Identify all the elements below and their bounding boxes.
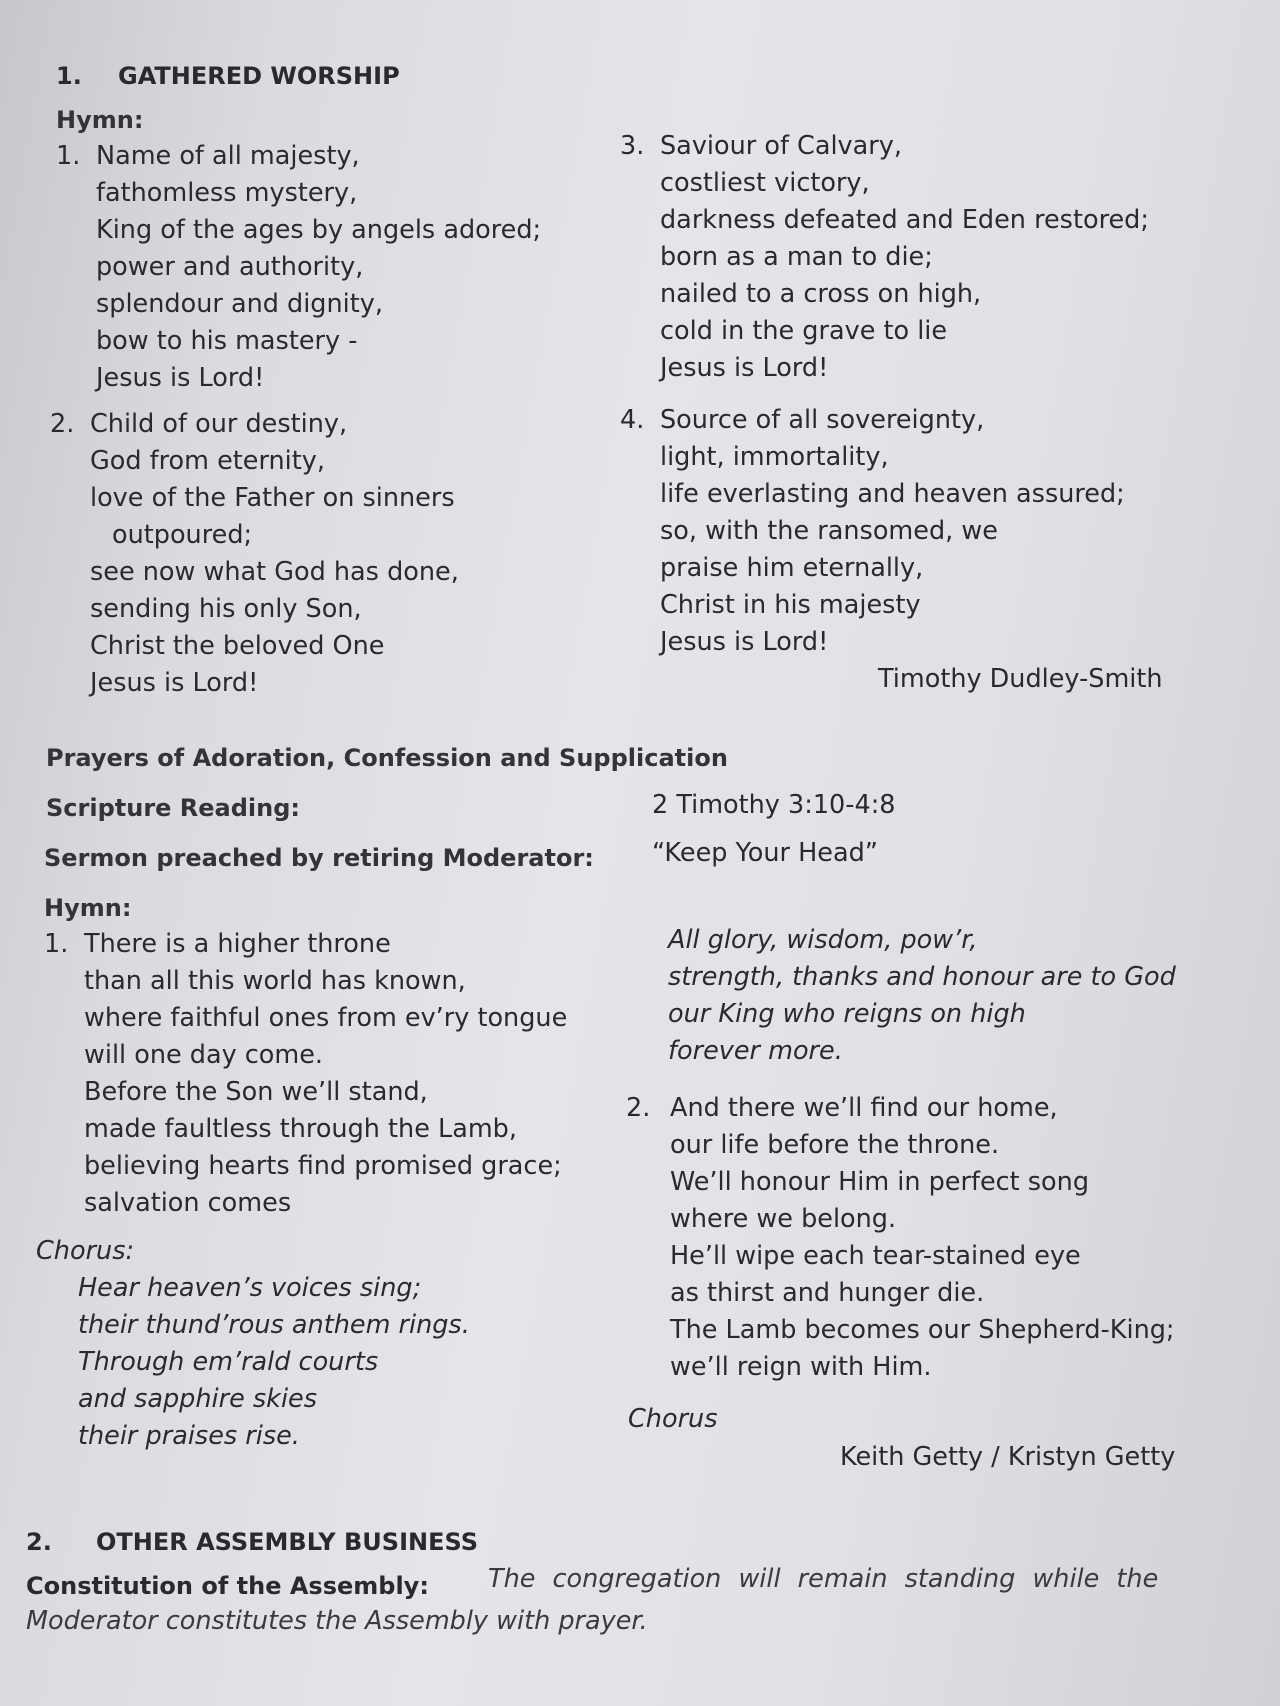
verse-line: God from eternity, [90,446,325,476]
verse-line: fathomless mystery, [96,178,358,208]
verse-line: nailed to a cross on high, [660,279,982,309]
verse-number: 3. [620,131,645,161]
verse-number: 4. [620,405,645,435]
hymn-1-label: Hymn: [56,106,144,134]
verse-number: 1. [44,929,69,959]
scripture-reference: 2 Timothy 3:10-4:8 [652,790,896,820]
hymn-2-label: Hymn: [44,894,132,922]
section-2-number: 2. [26,1528,52,1556]
chorus-line: Through em’rald courts [78,1347,379,1377]
verse-line: power and authority, [96,252,364,282]
chorus-line: forever more. [668,1036,843,1066]
constitution-text-line-2: Moderator constitutes the Assembly with prayer. [26,1606,648,1636]
verse-line: Jesus is Lord! [90,668,259,698]
verse-line: love of the Father on sinners [90,483,455,513]
verse-line: Child of our destiny, [90,409,348,439]
section-1-heading [56,62,400,90]
verse-line: Jesus is Lord! [96,363,265,393]
verse-line: King of the ages by angels adored; [96,215,542,245]
hymn-2-author: Keith Getty / Kristyn Getty [840,1442,1176,1472]
section-2-heading [26,1528,478,1556]
chorus-line: Hear heaven’s voices sing; [78,1273,422,1303]
chorus-continued [668,922,1176,1070]
verse-line: as thirst and hunger die. [670,1278,985,1308]
constitution-label: Constitution of the Assembly: [26,1572,429,1600]
hymn-1-author: Timothy Dudley-Smith [878,664,1163,694]
hymn-1-verse-4 [620,402,1125,661]
chorus-reference: Chorus [628,1404,718,1434]
chorus-label: Chorus: [36,1236,135,1266]
verse-line: Jesus is Lord! [660,627,829,657]
hymn-1-verse-1 [56,138,541,397]
verse-line: Christ in his majesty [660,590,921,620]
verse-number: 2. [626,1093,651,1123]
verse-line: life everlasting and heaven assured; [660,479,1125,509]
chorus-lines [78,1270,470,1455]
verse-line: bow to his mastery - [96,326,358,356]
chorus-line: their thund’rous anthem rings. [78,1310,470,1340]
verse-line: salvation comes [84,1188,292,1218]
verse-line: praise him eternally, [660,553,924,583]
chorus-line: All glory, wisdom, pow’r, [668,925,978,955]
chorus-line: our King who reigns on high [668,999,1026,1029]
chorus-line: and sapphire skies [78,1384,318,1414]
verse-number: 2. [50,409,75,439]
verse-line: our life before the throne. [670,1130,1000,1160]
sermon-title: “Keep Your Head” [652,838,878,868]
verse-line: We’ll honour Him in perfect song [670,1167,1090,1197]
verse-line: born as a man to die; [660,242,933,272]
verse-line: Before the Son we’ll stand, [84,1077,428,1107]
verse-line: Christ the beloved One [90,631,385,661]
verse-line: outpoured; [112,520,253,550]
section-1-title: GATHERED WORSHIP [118,62,400,90]
verse-line: light, immortality, [660,442,889,472]
verse-line: will one day come. [84,1040,324,1070]
verse-number: 1. [56,141,81,171]
verse-line: Jesus is Lord! [660,353,829,383]
verse-line: we’ll reign with Him. [670,1352,932,1382]
verse-line: where faithful ones from ev’ry tongue [84,1003,568,1033]
verse-line: where we belong. [670,1204,897,1234]
verse-line: Source of all sovereignty, [660,405,985,435]
verse-line: so, with the ransomed, we [660,516,998,546]
hymn-1-verse-3 [620,128,1149,387]
hymn-2-verse-2 [626,1090,1175,1386]
verse-line: He’ll wipe each tear-stained eye [670,1241,1081,1271]
hymn-1-verse-2 [50,406,459,702]
verse-line: made faultless through the Lamb, [84,1114,517,1144]
verse-line: And there we’ll find our home, [670,1093,1058,1123]
chorus-line: strength, thanks and honour are to God [668,962,1176,992]
verse-line: than all this world has known, [84,966,466,996]
verse-line: costliest victory, [660,168,870,198]
verse-line: darkness defeated and Eden restored; [660,205,1149,235]
sermon-label: Sermon preached by retiring Moderator: [44,844,594,872]
verse-line: see now what God has done, [90,557,459,587]
verse-line: believing hearts find promised grace; [84,1151,562,1181]
verse-line: sending his only Son, [90,594,362,624]
constitution-text-line-1: The congregation will remain standing while the [488,1564,1159,1594]
verse-line: There is a higher throne [84,929,391,959]
hymn-2-verse-1 [44,926,567,1222]
scripture-label: Scripture Reading: [46,794,301,822]
verse-line: The Lamb becomes our Shepherd-King; [670,1315,1175,1345]
verse-line: Name of all majesty, [96,141,360,171]
verse-line: cold in the grave to lie [660,316,948,346]
section-2-title: OTHER ASSEMBLY BUSINESS [96,1528,478,1556]
section-1-number: 1. [56,62,82,90]
chorus-line: their praises rise. [78,1421,300,1451]
prayers-heading: Prayers of Adoration, Confession and Supplication [46,744,728,772]
verse-line: Saviour of Calvary, [660,131,902,161]
verse-line: splendour and dignity, [96,289,383,319]
